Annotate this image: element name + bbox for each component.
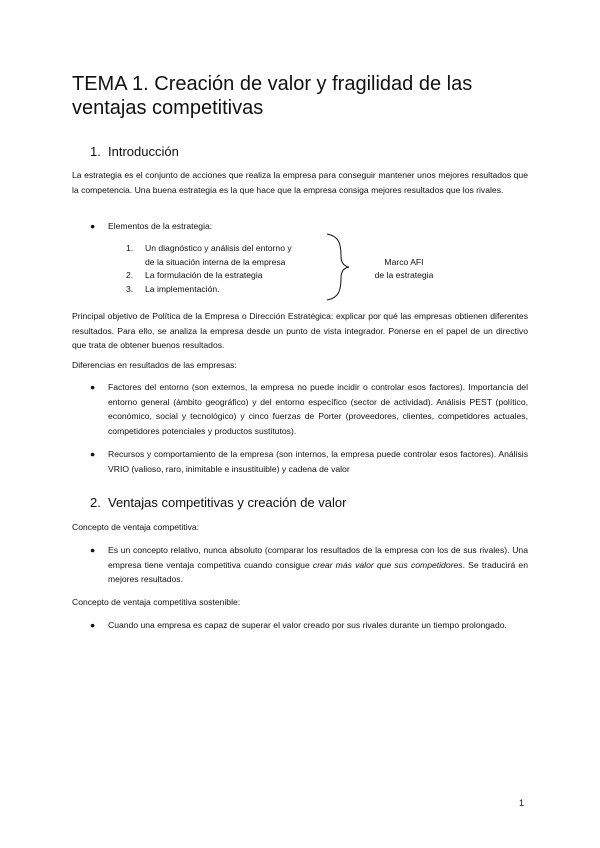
sostenible-label: Concepto de ventaja competitiva sostenible: — [72, 597, 241, 607]
bullet-icon: ● — [90, 545, 96, 555]
bullet-icon: ● — [90, 382, 96, 392]
bullet-icon: ● — [90, 221, 96, 231]
bullet-text: Cuando una empresa es capaz de superar el valor creado por sus rivales durante un tiempo prolongado. — [108, 620, 507, 630]
section-number: 2. — [90, 495, 101, 510]
section-title: Introducción — [108, 144, 179, 159]
bullet-factores — [90, 380, 528, 454]
list-text: La formulación de la estrategia — [145, 270, 263, 280]
page-number: 1 — [519, 798, 525, 808]
marco-afi-sublabel: de la estrategia — [374, 270, 434, 280]
bullet-text-part: . Se traducirá en mejores resultados. — [108, 559, 528, 585]
marco-afi-label: Marco AFI — [384, 257, 424, 267]
intro-paragraph: La estrategia es el conjunto de acciones que realiza la empresa para conseguir mantener unos mejores resultados que la competencia. Una buena estrategia es la que hace que la empresa consiga mejores resultados que los rivales. — [72, 170, 528, 195]
list-text: Un diagnóstico y análisis del entorno y — [145, 243, 292, 253]
bullet-concepto — [90, 543, 528, 587]
list-text: La implementación. — [145, 284, 220, 294]
concepto-label: Concepto de ventaja competitiva: — [72, 522, 200, 532]
bullet-sostenible — [90, 618, 528, 648]
document-title: TEMA 1. Creación de valor y fragilidad de las ventajas competitivas — [72, 73, 473, 119]
list-number: 2. — [126, 270, 134, 280]
bullet-icon: ● — [90, 620, 96, 630]
section-number: 1. — [90, 144, 101, 159]
diferencias-label: Diferencias en resultados de las empresas: — [72, 360, 237, 370]
bullet-text-part: Es un concepto relativo, nunca absoluto (comparar los resultados de la empresa con los de sus rivales). Una empresa tiene ventaja competitiva cuando consigue — [108, 545, 528, 570]
list-number: 1. — [126, 243, 134, 253]
bullet-icon: ● — [90, 449, 96, 459]
list-text: de la situación interna de la empresa — [145, 257, 286, 267]
curly-brace-icon — [325, 232, 355, 302]
bullet-text: Recursos y comportamiento de la empresa (son internos, la empresa puede controlar esos factores). Análisis VRIO (valioso, raro, inimitable e insustituible) y cadena de valor — [108, 449, 528, 474]
section-heading-introduccion — [90, 144, 179, 160]
section-title: Ventajas competitivas y creación de valor — [108, 495, 347, 510]
section-heading-ventajas — [90, 495, 346, 511]
bullet-text: Factores del entorno (son externos, la empresa no puede incidir o controlar esos factores). Importancia del entorno general (ámbito geográfico) y del entorno específico (sector de actividad). Análisis PEST (político, económico, social y tecnológico) y cinco fuerzas de Porter (proveedores, clientes, competidores actuales, competidores potenciales y productos sustitutos). — [108, 382, 528, 436]
bullet-text: Elementos de la estrategia: — [108, 221, 213, 231]
bullet-elementos — [90, 219, 528, 234]
bullet-text-emphasis: crear más valor que sus competidores — [312, 559, 463, 570]
bullet-text — [108, 543, 528, 587]
bullet-recursos — [90, 447, 528, 477]
objective-paragraph: Principal objetivo de Política de la Empresa o Dirección Estratégica: explicar por qué las empresas obtienen diferentes resultados. Para ello, se analiza la empresa desde un punto de vista integrador. Ponerse en el papel de un directivo que trata de obtener buenos resultados. — [72, 311, 528, 351]
list-number: 3. — [126, 284, 134, 294]
